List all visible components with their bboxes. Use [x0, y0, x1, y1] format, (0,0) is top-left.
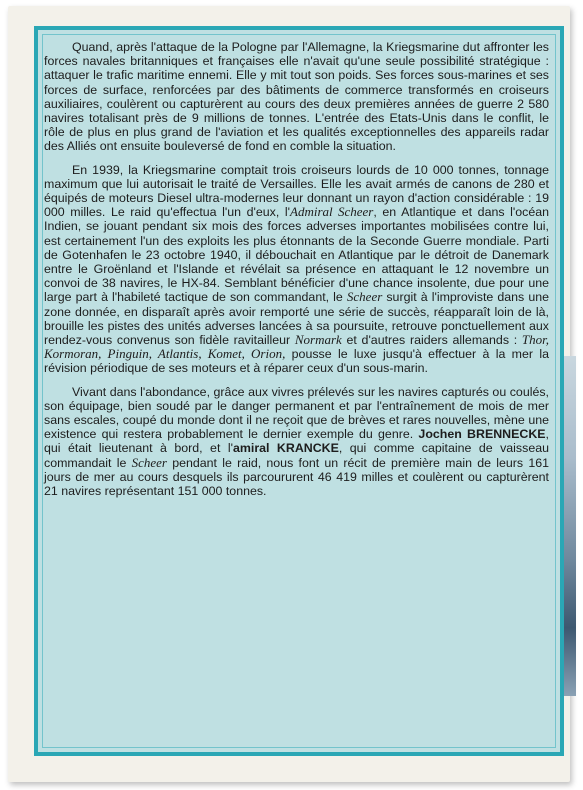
- text-run: , qui était lieutenant à bord, et l': [44, 427, 549, 456]
- paragraph-3: [44, 385, 549, 499]
- text-run: En 1939, la Kriegsmarine comptait trois croiseurs lourds de 10 000 tonnes, tonnage maximum que lui autorisait le traité de Versailles. Elle les avait armés de canons de 280 et équipés de moteurs Diesel ultra-modernes leur donnant un rayon d'action considérable : 19 000 milles. Le raid qu'effectua l'un d'eux, l': [44, 162, 549, 220]
- text-run: Vivant dans l'abondance, grâce aux vivres prélevés sur les navires capturés ou coulés, son équipage, bien soudé par le danger permanent et par l'entraînement de mois de mer sans escales, coupé du monde dont il ne reçoit que de brèves et rares nouvelles, mène une existence qui restera probablement le dernier exemple du genre.: [44, 384, 549, 442]
- author-name: Jochen BRENNECKE: [418, 427, 546, 442]
- book-back-cover: [8, 6, 570, 782]
- author-name: amiral KRANCKE: [232, 441, 339, 456]
- ship-names: Thor, Kormoran, Pinguin, Atlantis, Komet, Orion,: [44, 332, 549, 362]
- ship-name: Scheer: [131, 454, 167, 470]
- ship-name: Scheer: [346, 289, 383, 305]
- text-run: surgit à l'improviste dans une zone donnée, en disparaît après avoir remporté une série de succès, réapparaît loin de là, brouille les pistes des unités adverses lancées à sa poursuite, retrouve ponctuellement aux rendez-vous convenus son fidèle ravitailleur: [44, 290, 549, 348]
- ship-name: Admiral Scheer: [290, 204, 374, 220]
- text-run: pousse le luxe jusqu'à effectuer à la mer la révision périodique de ses moteurs et à réparer ceux d'un sous-marin.: [44, 347, 549, 376]
- text-run: et d'autres raiders allemands :: [341, 333, 522, 348]
- paragraph-1: Quand, après l'attaque de la Pologne par l'Allemagne, la Kriegsmarine dut affronter les forces navales britanniques et françaises elle n'avait qu'une seule possibilité stratégique : attaquer le trafic maritime ennemi. Elle y mit tout son poids. Ses forces sous-marines et ses forces de surface, renforcées par des bâtiments de commerce transformés en croiseurs auxiliaires, coulèrent ou capturèrent au cours des deux premières années de guerre 2 580 navires totalisant près de 9 millions de tonnes. L'entrée des Etats-Unis dans le conflit, le rôle de plus en plus grand de l'aviation et les qualités exceptionnelles des appareils radar des Alliés ont ensuite bouleversé de fond en comble la situation.: [44, 40, 549, 154]
- paragraph-2: [44, 163, 549, 376]
- ship-name: Normark: [294, 332, 342, 348]
- text-run: , qui comme capitaine de vaisseau commandait le: [44, 441, 549, 470]
- blurb-text: [44, 40, 549, 507]
- text-run: , en Atlantique et dans l'océan Indien, se jouant pendant six mois des forces adverses importantes mobilisées contre lui, est certainement l'un des exploits les plus étonnants de la Seconde Guerre mondiale. Parti de Gotenhafen le 23 octobre 1940, il débouchait en Atlantique par le détroit de Danemark entre le Groënland et l'Islande et révélait sa présence en attaquant le 12 novembre un convoi de 38 navires, le HX-84. Semblant bénéficier d'une chance insolente, due pour une large part à l'habileté tactique de son commandant, le: [44, 205, 550, 305]
- text-run: pendant le raid, nous font un récit de première main de leurs 161 jours de mer au cours desquels ils parcoururent 46 419 milles et coulèrent ou capturèrent 21 navires représentant 151 000 tonnes.: [44, 455, 549, 499]
